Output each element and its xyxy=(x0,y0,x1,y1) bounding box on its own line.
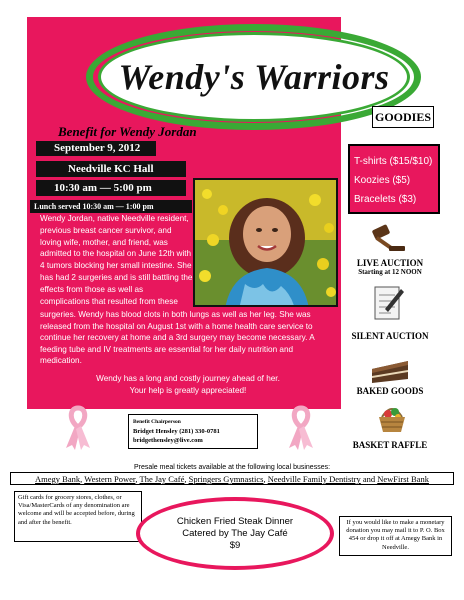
photo-illustration xyxy=(195,180,338,307)
chairperson-box xyxy=(128,414,258,449)
goodies-item: T-shirts ($15/$10) xyxy=(354,156,433,167)
story-text-bottom: surgeries. Wendy has blood clots in both lungs as well as her leg. She was released from the hospital on August 1st with a home health care service to continue her recovery at home and a 3rd surgery may become necessary. A feeding tube and IV treatments are essential for her daily nutrition and medication. xyxy=(40,310,315,366)
dinner-price: $9 xyxy=(229,539,241,551)
flyer-title: Wendy's Warriors xyxy=(118,57,390,97)
story-text-top: Wendy Jordan, native Needville resident, previous breast cancer survivor, and loving wife, mother, and friend, was admitted to the hospital on June 12th with 4 tumors blocking her small intestine. She has had 2 surgeries and is still battling the effects from those as well as complications that resulted from these xyxy=(40,214,193,306)
business-name: Springers Gymnastics xyxy=(188,474,264,484)
story-closing-line: Your help is greatly appreciated! xyxy=(129,385,247,395)
chairperson-title: Benefit Chairperson xyxy=(133,419,181,425)
live-auction-time: Starting at 12 NOON xyxy=(358,268,422,276)
woman-photo xyxy=(193,178,338,307)
goodies-list xyxy=(348,144,440,214)
title-oval xyxy=(98,32,410,122)
benefit-line: Benefit for Wendy Jordan xyxy=(58,124,197,139)
business-name: Amegy Bank xyxy=(35,474,81,484)
gift-card-note: Gift cards for grocery stores, clothes, or Visa/MasterCards of any denomination are welcome and will be accepted before, during and after the benefit. xyxy=(14,491,142,542)
baked-goods-label: BAKED GOODS xyxy=(356,386,424,396)
cake-icon xyxy=(368,355,412,385)
event-time: 10:30 am — 5:00 pm xyxy=(36,180,186,196)
story-closing-line: Wendy has a long and costly journey ahead of her. xyxy=(96,374,280,383)
gavel-icon xyxy=(367,224,407,254)
donation-note: If you would like to make a monetary donation you may mail it to P. O. Box 454 or drop it off at Amegy Bank in Needville. xyxy=(339,516,452,556)
dinner-oval xyxy=(136,497,334,570)
business-name: NewFirst Bank xyxy=(377,474,429,484)
live-auction-label: LIVE AUCTION xyxy=(356,258,424,268)
story-closing xyxy=(40,373,336,396)
pink-ribbon-icon xyxy=(286,405,316,451)
event-venue: Needville KC Hall xyxy=(36,161,186,177)
checklist-icon xyxy=(371,283,407,323)
goodies-item: Bracelets ($3) xyxy=(354,194,417,205)
pink-ribbon-icon xyxy=(63,405,93,451)
event-date: September 9, 2012 xyxy=(36,141,156,156)
business-name: The Jay Café xyxy=(139,474,185,484)
dinner-line: Chicken Fried Steak Dinner xyxy=(176,515,294,527)
business-name: Western Power xyxy=(84,474,136,484)
basket-icon xyxy=(376,401,408,435)
dinner-caterer: Catered by The Jay Café xyxy=(182,527,288,539)
basket-raffle-label: BASKET RAFFLE xyxy=(352,440,428,450)
goodies-item: Koozies ($5) xyxy=(354,175,411,186)
chairperson-email: bridgethensley@live.com xyxy=(133,437,203,444)
business-name: Needville Family Dentistry xyxy=(267,474,361,484)
goodies-label: GOODIES xyxy=(372,106,434,128)
event-lunch: Lunch served 10:30 am — 1:00 pm xyxy=(30,200,192,213)
chairperson-contact: Bridget Hensley (281) 330-0781 xyxy=(133,428,220,435)
silent-auction-label: SILENT AUCTION xyxy=(351,331,429,341)
business-list: Amegy Bank, Western Power, The Jay Café, Springers Gymnastics, Needville Family Dentistry and NewFirst Bank xyxy=(10,472,454,485)
presale-intro: Presale meal tickets available at the following local businesses: xyxy=(133,464,331,471)
